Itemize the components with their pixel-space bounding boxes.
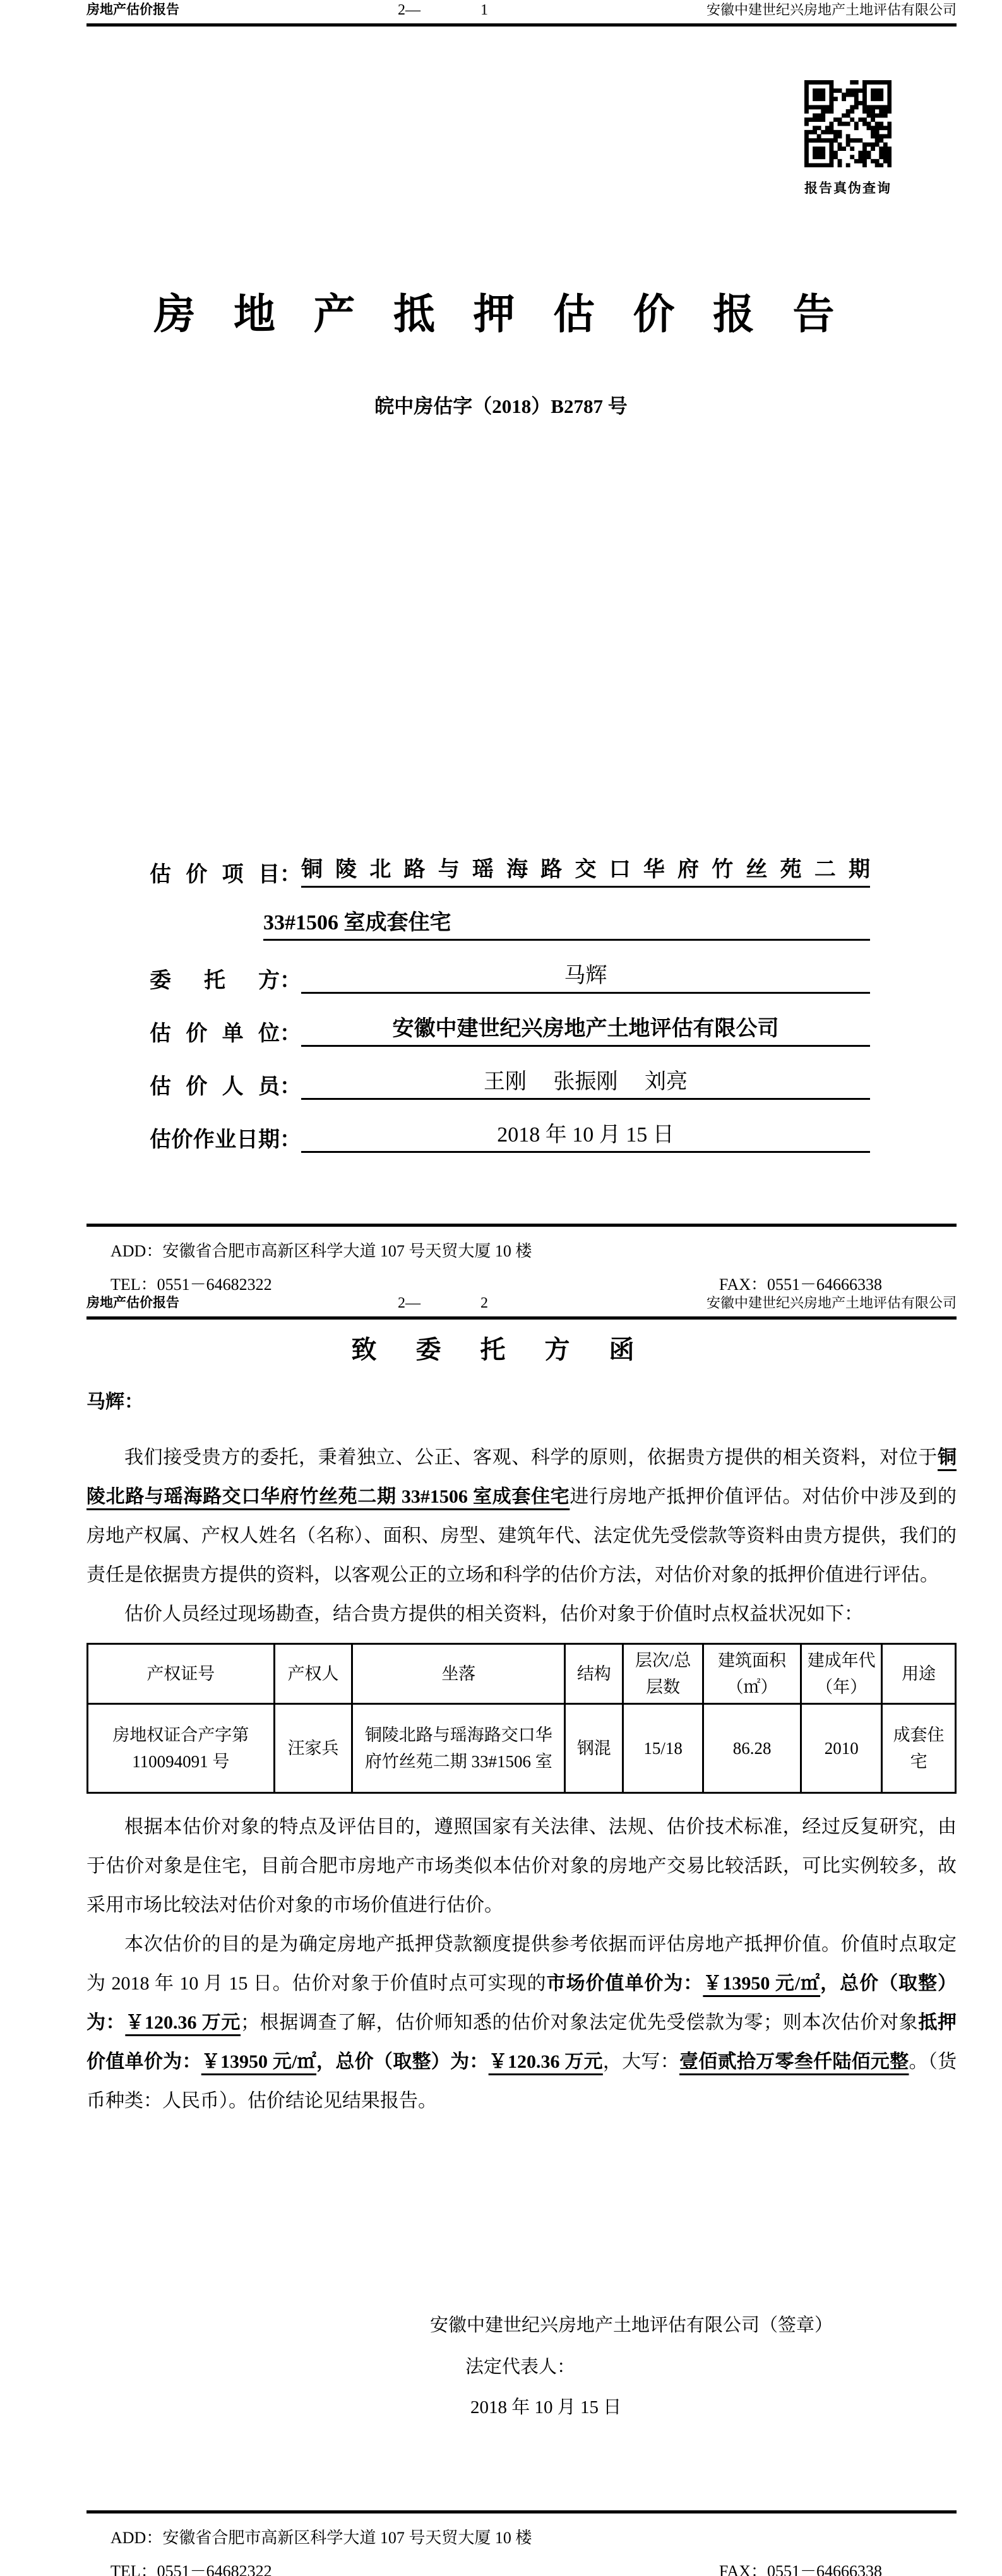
footer-address: ADD：安徽省合肥市高新区科学大道 107 号天贸大厦 10 楼 — [110, 1242, 532, 1260]
table-header-row — [88, 1644, 956, 1704]
col-year-built: 建成年代（年） — [801, 1644, 882, 1704]
staff-value: 王刚 张振刚 刘亮 — [301, 1064, 870, 1100]
cell-location: 铜陵北路与瑶海路交口华府竹丝苑二期 33#1506 室 — [352, 1704, 565, 1793]
form-row-client: 委托方： 马辉 — [150, 941, 870, 994]
date-label: 估价作业日期 — [150, 1128, 280, 1152]
footer-address: ADD：安徽省合肥市高新区科学大道 107 号天贸大厦 10 楼 — [110, 2529, 532, 2547]
col-use: 用途 — [882, 1644, 956, 1704]
footer-tel: TEL：0551－64682322 — [110, 1275, 272, 1294]
property-rights-table — [86, 1643, 957, 1794]
signature-company: 安徽中建世纪兴房地产土地评估有限公司（签章） — [429, 2315, 833, 2335]
footer-fax: FAX：0551－64666338 — [719, 1275, 882, 1294]
salutation: 马辉： — [86, 1392, 143, 1412]
para-method: 根据本估价对象的特点及评估目的，遵照国家有关法律、法规、估价技术标准，经过反复研究，由于估价对象是住宅，目前合肥市房地产市场类似本估价对象的房地产交易比较活跃，可比实例较多，故采用市场比较法对估价对象的市场价值进行估价。 — [86, 1816, 957, 1916]
agency-label: 估价单位 — [150, 1022, 280, 1046]
form-row-agency: 估价单位： 安徽中建世纪兴房地产土地评估有限公司 — [150, 994, 870, 1047]
report-main-title: 房 地 产 抵 押 估 价 报 告 — [153, 292, 849, 338]
cell-floor: 15/18 — [623, 1704, 703, 1793]
page1-page-number: 2— 1 — [397, 2, 488, 18]
header-company-name: 安徽中建世纪兴房地产土地评估有限公司 — [706, 2, 957, 18]
subject-property: 铜陵北路与瑶海路交口华府竹丝苑二期 33#1506 室成套住宅 — [86, 1447, 957, 1507]
market-unit-price: ￥13950 元/㎡ — [703, 1973, 821, 1994]
page2-page-number: 2— 2 — [397, 1295, 488, 1311]
page2-running-header — [86, 1296, 957, 1320]
page2-running-footer — [86, 2510, 957, 2576]
client-label: 委托方 — [150, 969, 280, 993]
cell-area: 86.28 — [703, 1704, 801, 1793]
cell-use: 成套住宅 — [882, 1704, 956, 1793]
col-cert-no: 产权证号 — [88, 1644, 275, 1704]
cell-structure: 钢混 — [565, 1704, 623, 1793]
page1-running-footer — [86, 1224, 957, 1295]
agency-value: 安徽中建世纪兴房地产土地评估有限公司 — [301, 1011, 870, 1047]
header-doc-title: 房地产估价报告 — [86, 1296, 179, 1310]
cell-cert-no: 房地权证合产字第 110094091 号 — [88, 1704, 275, 1793]
project-value-line1: 铜陵北路与瑶海路交口华府竹丝苑二期 — [301, 852, 870, 888]
para-valuation-result: 本次估价的目的是为确定房地产抵押贷款额度提供参考依据而评估房地产抵押价值。价值时点取定为 2018 年 10 月 15 日。估价对象于价值时点可实现的市场价值单价为：￥13950 元/㎡，总价（取整）为：￥120.36 万元；根据调查了解，估价师知悉的估价对象法定优先受偿款为零；则本次估价对象抵押价值单价为：￥13950 元/㎡，总价（取整）为：￥120.36 万元，大写：壹佰贰拾万零叁仟陆佰元整。（货币种类：人民币）。估价结论见结果报告。 — [86, 1934, 957, 2111]
cell-owner: 汪家兵 — [274, 1704, 352, 1793]
para-commission: 我们接受贵方的委托，秉着独立、公正、客观、科学的原则，依据贵方提供的相关资料，对位于铜陵北路与瑶海路交口华府竹丝苑二期 33#1506 室成套住宅进行房地产抵押价值评估。对估价中涉及到的房地产权属、产权人姓名（名称）、面积、房型、建筑年代、法定优先受偿款等资料由贵方提供，我们的责任是依据贵方提供的资料，以客观公正的立场和科学的估价方法，对估价对象的抵押价值进行评估。 — [86, 1447, 957, 1585]
col-area: 建筑面积（㎡） — [703, 1644, 801, 1704]
form-row-project: 估价项目： 铜陵北路与瑶海路交口华府竹丝苑二期 — [150, 835, 870, 888]
form-row-date: 估价作业日期： 2018 年 10 月 15 日 — [150, 1100, 870, 1153]
letter-title: 致 委 托 方 函 — [351, 1335, 651, 1364]
header-doc-title: 房地产估价报告 — [86, 3, 179, 17]
col-structure: 结构 — [565, 1644, 623, 1704]
cover-form — [150, 835, 870, 1153]
page1-running-header — [86, 3, 957, 27]
para-survey: 估价人员经过现场勘查，结合贵方提供的相关资料，估价对象于价值时点权益状况如下： — [124, 1604, 863, 1625]
staff-label: 估价人员 — [150, 1075, 280, 1099]
form-row-staff: 估价人员： 王刚 张振刚 刘亮 — [150, 1047, 870, 1100]
col-owner: 产权人 — [274, 1644, 352, 1704]
footer-tel: TEL：0551－64682322 — [110, 2562, 272, 2576]
client-value: 马辉 — [301, 958, 870, 994]
header-company-name: 安徽中建世纪兴房地产土地评估有限公司 — [706, 1295, 957, 1311]
mortgage-unit-price: ￥13950 元/㎡ — [201, 2051, 317, 2072]
form-row-project-line2 — [150, 888, 870, 941]
report-number: 皖中房估字（2018）B2787 号 — [374, 395, 628, 417]
cell-year-built: 2010 — [801, 1704, 882, 1793]
col-floor: 层次/总层数 — [623, 1644, 703, 1704]
date-value: 2018 年 10 月 15 日 — [301, 1117, 870, 1153]
project-value-line2: 33#1506 室成套住宅 — [263, 905, 870, 941]
qr-code-label: 报告真伪查询 — [804, 181, 892, 196]
qr-verification-block — [804, 80, 892, 197]
price-in-words: 壹佰贰拾万零叁仟陆佰元整 — [679, 2051, 909, 2072]
letter-body — [86, 1383, 957, 2121]
mortgage-total-price: ￥120.36 万元 — [488, 2051, 603, 2072]
market-total-price: ￥120.36 万元 — [125, 2012, 241, 2033]
qr-code-icon — [804, 80, 892, 167]
project-label: 估价项目 — [150, 863, 280, 886]
footer-fax: FAX：0551－64666338 — [719, 2562, 882, 2576]
table-row — [88, 1704, 956, 1793]
col-location: 坐落 — [352, 1644, 565, 1704]
signature-legal-rep: 法定代表人： — [465, 2357, 576, 2377]
signature-date: 2018 年 10 月 15 日 — [470, 2397, 622, 2418]
